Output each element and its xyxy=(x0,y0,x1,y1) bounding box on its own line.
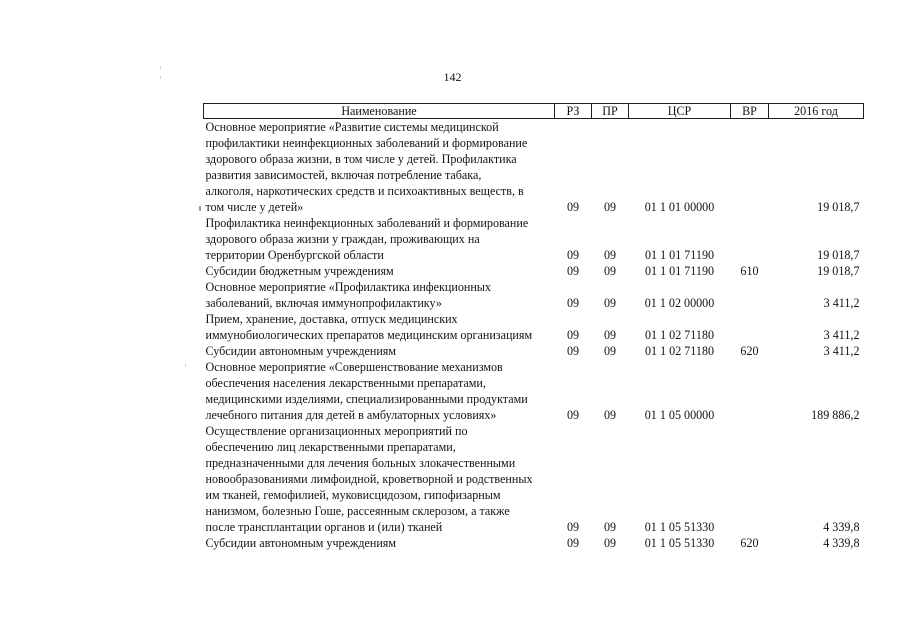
row-csr: 01 1 05 00000 xyxy=(644,408,715,422)
row-name xyxy=(204,423,555,535)
table-row xyxy=(204,119,864,216)
table-row xyxy=(204,215,864,263)
header-name: Наименование xyxy=(204,104,555,119)
row-name xyxy=(204,343,555,359)
header-csr: ЦСР xyxy=(629,104,731,119)
row-name xyxy=(204,311,555,343)
row-name-line: Прием, хранение, доставка, отпуск медицинских xyxy=(205,312,458,326)
row-name-line: Субсидии автономным учреждениям xyxy=(205,536,397,550)
page-number: 142 xyxy=(443,70,462,84)
row-name-line: предназначенными для лечения больных злокачественными xyxy=(205,456,516,470)
row-csr: 01 1 01 71190 xyxy=(644,264,715,278)
row-name-line: Основное мероприятие «Развитие системы медицинской xyxy=(205,120,499,134)
budget-table xyxy=(203,103,864,551)
row-name-line: Субсидии автономным учреждениям xyxy=(205,344,397,358)
row-name-line: обеспечению лиц лекарственными препаратами, xyxy=(205,440,456,454)
row-name-line: нанизмом, болезнью Гоше, рассеянным склерозом, а также xyxy=(205,504,510,518)
table-row xyxy=(204,359,864,423)
row-rz: 09 xyxy=(566,296,580,310)
table-row xyxy=(204,311,864,343)
table-row xyxy=(204,423,864,535)
row-pr: 09 xyxy=(603,328,617,342)
row-vr xyxy=(731,215,769,263)
scan-mark xyxy=(185,364,186,367)
row-vr: 620 xyxy=(740,344,759,358)
row-csr: 01 1 05 51330 xyxy=(644,520,715,534)
row-name-line: том числе у детей» xyxy=(205,200,304,214)
row-vr xyxy=(731,359,769,423)
row-name-line: здорового образа жизни, в том числе у детей. Профилактика xyxy=(205,152,517,166)
row-name-line: Основное мероприятие «Совершенствование механизмов xyxy=(205,360,503,374)
row-csr: 01 1 02 71180 xyxy=(644,344,715,358)
row-pr: 09 xyxy=(603,344,617,358)
row-amount: 19 018,7 xyxy=(817,200,860,214)
row-name xyxy=(204,279,555,311)
row-csr: 01 1 01 00000 xyxy=(644,200,715,214)
row-pr: 09 xyxy=(603,264,617,278)
table-row xyxy=(204,263,864,279)
row-name-line: иммунобиологических препаратов медицинским организациям xyxy=(205,328,533,342)
row-rz: 09 xyxy=(566,264,580,278)
header-year: 2016 год xyxy=(769,104,864,119)
row-name-line: Осуществление организационных мероприятий по xyxy=(205,424,468,438)
row-name xyxy=(204,119,555,216)
row-vr xyxy=(731,311,769,343)
row-name xyxy=(204,359,555,423)
row-rz: 09 xyxy=(566,408,580,422)
row-rz: 09 xyxy=(566,248,580,262)
row-name-line: Субсидии бюджетным учреждениям xyxy=(205,264,394,278)
row-amount: 3 411,2 xyxy=(823,328,860,342)
row-rz: 09 xyxy=(566,520,580,534)
row-pr: 09 xyxy=(603,296,617,310)
row-name-line: здорового образа жизни у граждан, проживающих на xyxy=(205,232,480,246)
row-pr: 09 xyxy=(603,248,617,262)
row-name-line: развития зависимостей, включая потребление табака, xyxy=(205,168,482,182)
row-amount: 189 886,2 xyxy=(811,408,860,422)
row-name xyxy=(204,263,555,279)
header-rz: РЗ xyxy=(555,104,592,119)
row-name-line: новообразованиями лимфоидной, кроветворной и родственных xyxy=(205,472,533,486)
row-rz: 09 xyxy=(566,344,580,358)
table-body xyxy=(204,119,864,552)
header-pr: ПР xyxy=(592,104,629,119)
row-name-line: обеспечения населения лекарственными препаратами, xyxy=(205,376,486,390)
row-amount: 4 339,8 xyxy=(823,520,860,534)
row-name-line: Основное мероприятие «Профилактика инфекционных xyxy=(205,280,491,294)
row-csr: 01 1 02 00000 xyxy=(644,296,715,310)
scan-mark xyxy=(160,66,161,69)
row-vr xyxy=(731,423,769,535)
row-vr: 610 xyxy=(740,264,759,278)
row-pr: 09 xyxy=(603,520,617,534)
row-csr: 01 1 05 51330 xyxy=(644,536,715,550)
row-name-line: Профилактика неинфекционных заболеваний и формирование xyxy=(205,216,529,230)
table-row xyxy=(204,343,864,359)
row-csr: 01 1 01 71190 xyxy=(644,248,715,262)
row-name-line: заболеваний, включая иммунопрофилактику» xyxy=(205,296,442,310)
row-name-line: территории Оренбургской области xyxy=(205,248,384,262)
row-name-line: лечебного питания для детей в амбулаторных условиях» xyxy=(205,408,497,422)
row-name xyxy=(204,215,555,263)
row-csr: 01 1 02 71180 xyxy=(644,328,715,342)
row-name-line: им тканей, гемофилией, муковисцидозом, гипофизарным xyxy=(205,488,501,502)
row-amount: 3 411,2 xyxy=(823,296,860,310)
table-row xyxy=(204,279,864,311)
table-header-row xyxy=(204,104,864,119)
scan-mark xyxy=(199,206,201,211)
row-rz: 09 xyxy=(566,536,580,550)
row-amount: 19 018,7 xyxy=(817,248,860,262)
row-name-line: медицинскими изделиями, специализированными продуктами xyxy=(205,392,528,406)
row-vr: 620 xyxy=(740,536,759,550)
row-amount: 3 411,2 xyxy=(823,344,860,358)
row-pr: 09 xyxy=(603,200,617,214)
row-name-line: после трансплантации органов и (или) тканей xyxy=(205,520,443,534)
row-vr xyxy=(731,119,769,216)
row-name xyxy=(204,535,555,551)
table-row xyxy=(204,535,864,551)
row-pr: 09 xyxy=(603,408,617,422)
row-rz: 09 xyxy=(566,328,580,342)
row-name-line: профилактики неинфекционных заболеваний и формирование xyxy=(205,136,528,150)
row-name-line: алкоголя, наркотических средств и психоактивных веществ, в xyxy=(205,184,524,198)
row-amount: 19 018,7 xyxy=(817,264,860,278)
row-vr xyxy=(731,279,769,311)
header-vr: ВР xyxy=(731,104,769,119)
row-amount: 4 339,8 xyxy=(823,536,860,550)
row-pr: 09 xyxy=(603,536,617,550)
row-rz: 09 xyxy=(566,200,580,214)
